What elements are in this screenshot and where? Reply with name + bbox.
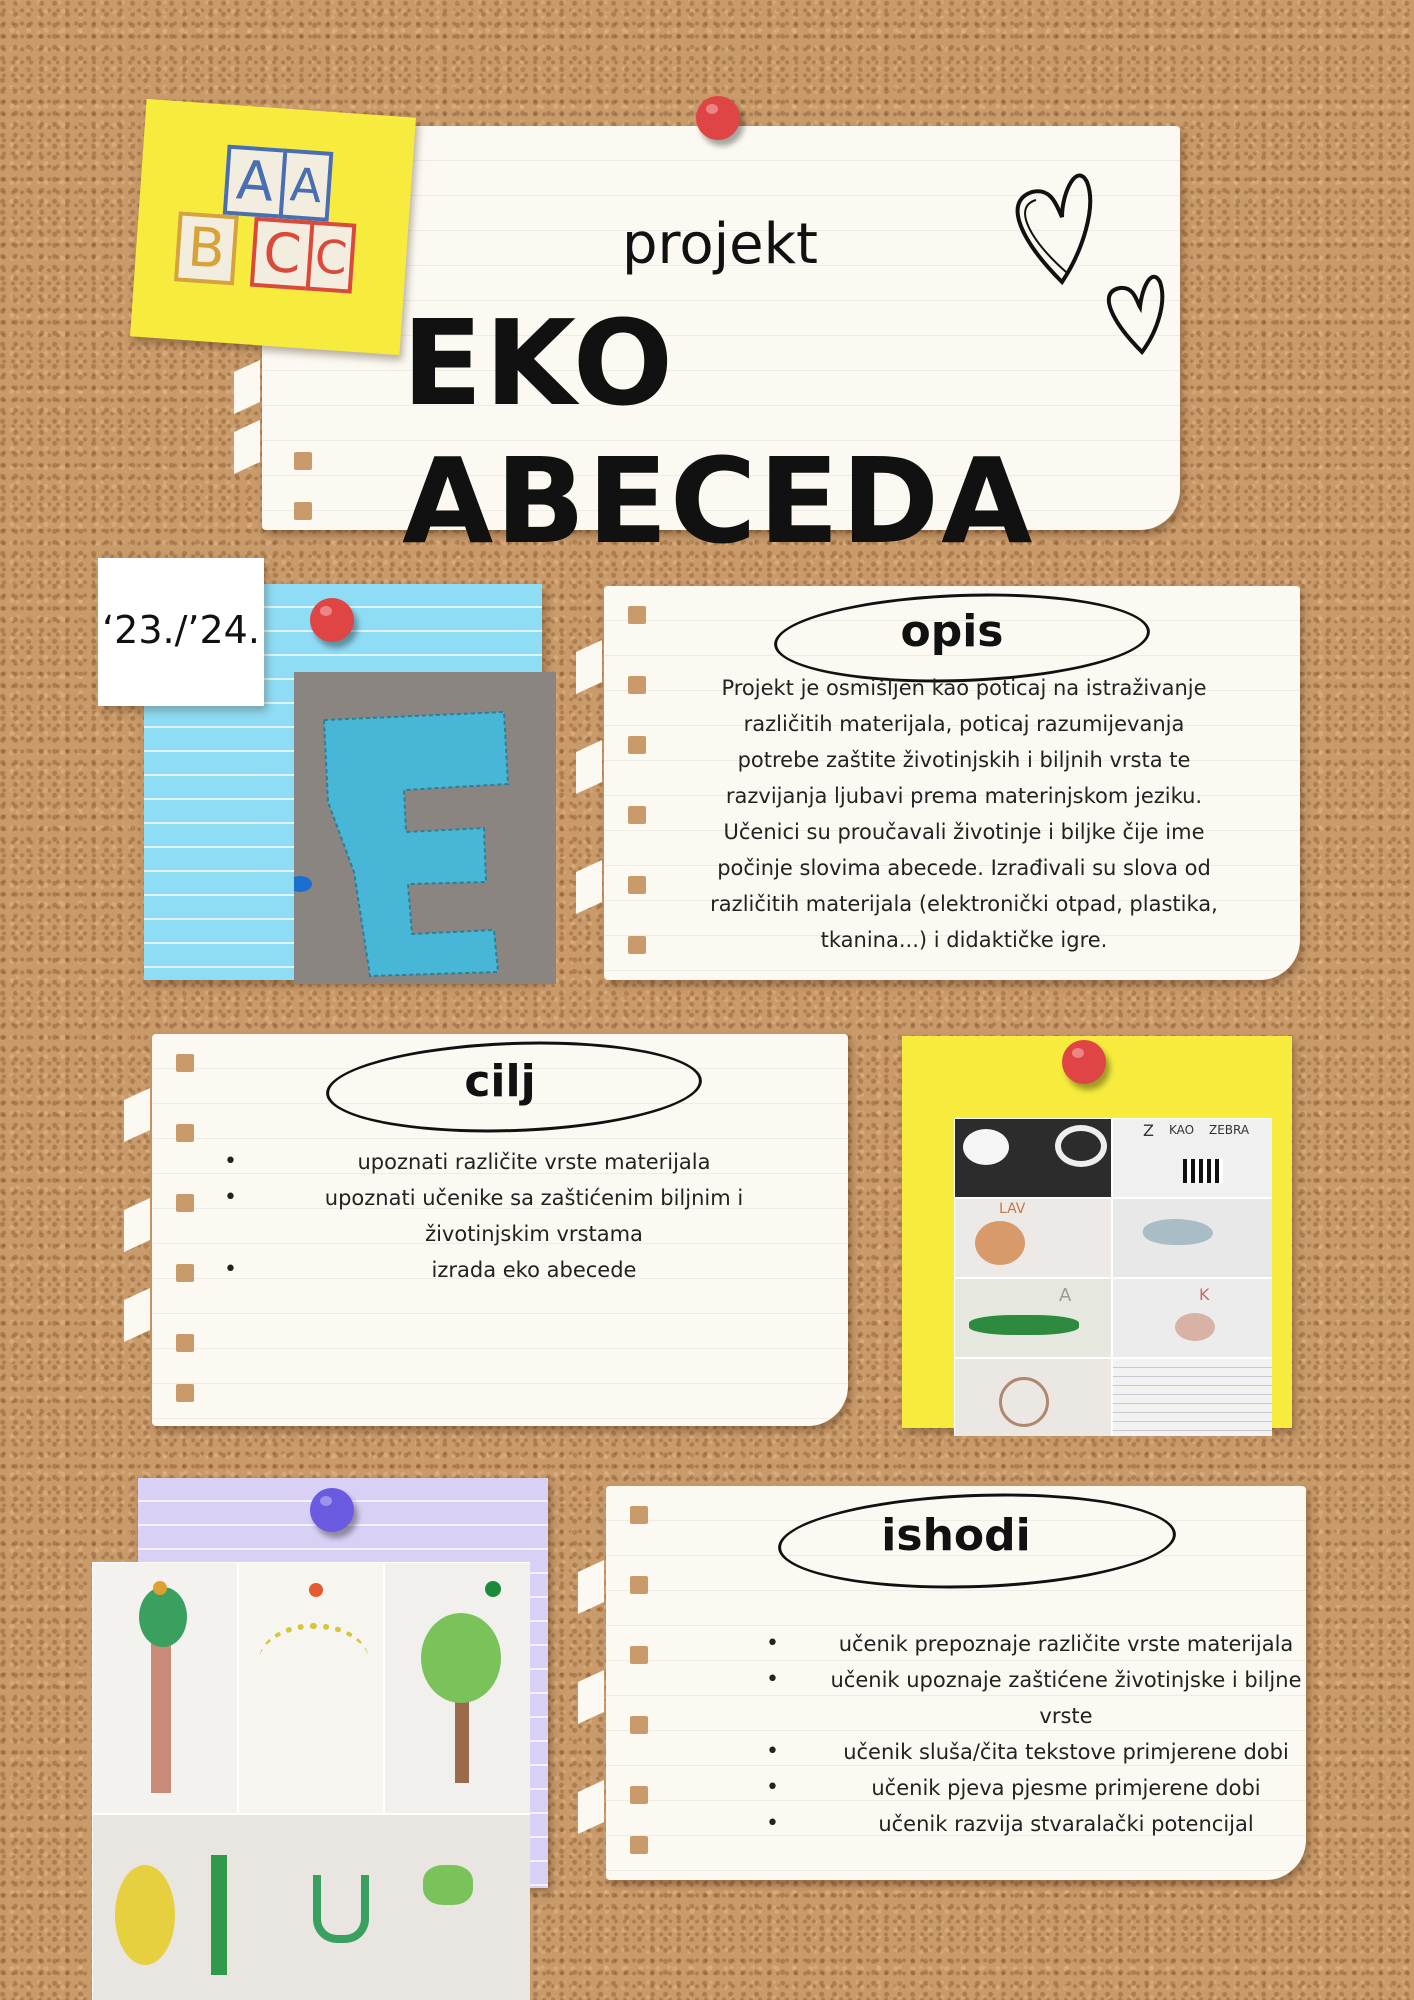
title-small: projekt [622,212,818,277]
heart-doodle-icon [1002,152,1182,362]
ishodi-list [756,1626,1316,1842]
caption-k: K [1199,1285,1210,1304]
collage-lion [954,1198,1112,1278]
opis-line: tkanina...) i didaktičke igre. [820,928,1108,952]
drawing-tree-tall [92,1562,238,1814]
abc-blocks-logo [173,142,383,306]
block-c2: C [306,221,357,294]
opis-line: različitih materijala, poticaj razumijevanja [743,712,1185,736]
cilj-item: • upoznati različite vrste materijala [274,1144,794,1180]
cilj-paper [152,1034,848,1426]
caption-zebra: ZEBRA [1209,1123,1250,1137]
ishodi-heading: ishodi [881,1510,1031,1561]
block-c1: C [250,217,315,291]
collage-crocodile [954,1278,1112,1358]
drawings-collage [92,1562,530,2000]
ishodi-item: • učenik razvija stvaralački potencijal [816,1806,1316,1842]
opis-line: počinje slovima abecede. Izrađivali su slova od [717,856,1211,880]
collage-rabbit [1112,1278,1272,1358]
collage-text-sheet [1112,1358,1272,1436]
block-a2: A [279,149,334,222]
opis-paper [604,586,1300,980]
pushpin-red-icon [696,96,740,140]
opis-line: Učenici su proučavali životinje i biljke čije ime [723,820,1205,844]
opis-line: različitih materijala (elektronički otpad, plastika, [710,892,1218,916]
ishodi-item: • učenik prepoznaje različite vrste materijala [816,1626,1316,1662]
cilj-list [214,1144,794,1288]
opis-heading: opis [900,606,1004,657]
caption-lav: LAV [999,1201,1026,1217]
animal-collage [954,1118,1272,1436]
page-title: EKO ABECEDA [402,294,1035,570]
caption-z: Z [1143,1121,1154,1140]
cilj-item: • upoznati učenike sa zaštićenim biljnim i životinjskim vrstama [274,1180,794,1252]
pushpin-purple-icon [310,1488,354,1532]
ishodi-item: • učenik pjeva pjesme primjerene dobi [816,1770,1316,1806]
collage-snail [954,1358,1112,1436]
collage-sheep [954,1118,1112,1198]
opis-line: razvijanja ljubavi prema materinjskom jeziku. [725,784,1203,808]
caption-a: A [1059,1285,1072,1306]
drawing-apple-tree [384,1562,530,1814]
opis-description [674,670,1254,958]
caption-kao: KAO [1169,1123,1195,1137]
opis-line: Projekt je osmišljen kao poticaj na istraživanje [721,676,1207,700]
opis-line: potrebe zaštite životinjskih i biljnih vrsta te [737,748,1191,772]
pushpin-red-icon [1062,1040,1106,1084]
cilj-item: • izrada eko abecede [274,1252,794,1288]
ishodi-paper [606,1486,1306,1880]
ishodi-item: • učenik sluša/čita tekstove primjerene dobi [816,1734,1316,1770]
drawing-rays [238,1562,384,1814]
ishodi-item: • učenik upoznaje zaštićene životinjske i biljne vrste [816,1662,1316,1734]
cilj-heading: cilj [464,1056,536,1107]
block-a1: A [223,145,288,219]
block-b: B [174,211,239,285]
yellow-sticky-note [130,99,416,355]
photo-letter-e [294,672,556,984]
pushpin-red-icon [310,598,354,642]
drawing-row-plants [92,1814,530,2000]
year-note [98,558,264,706]
year-text: ‘23./’24. [102,608,260,652]
collage-dolphin [1112,1198,1272,1278]
collage-zebra [1112,1118,1272,1198]
